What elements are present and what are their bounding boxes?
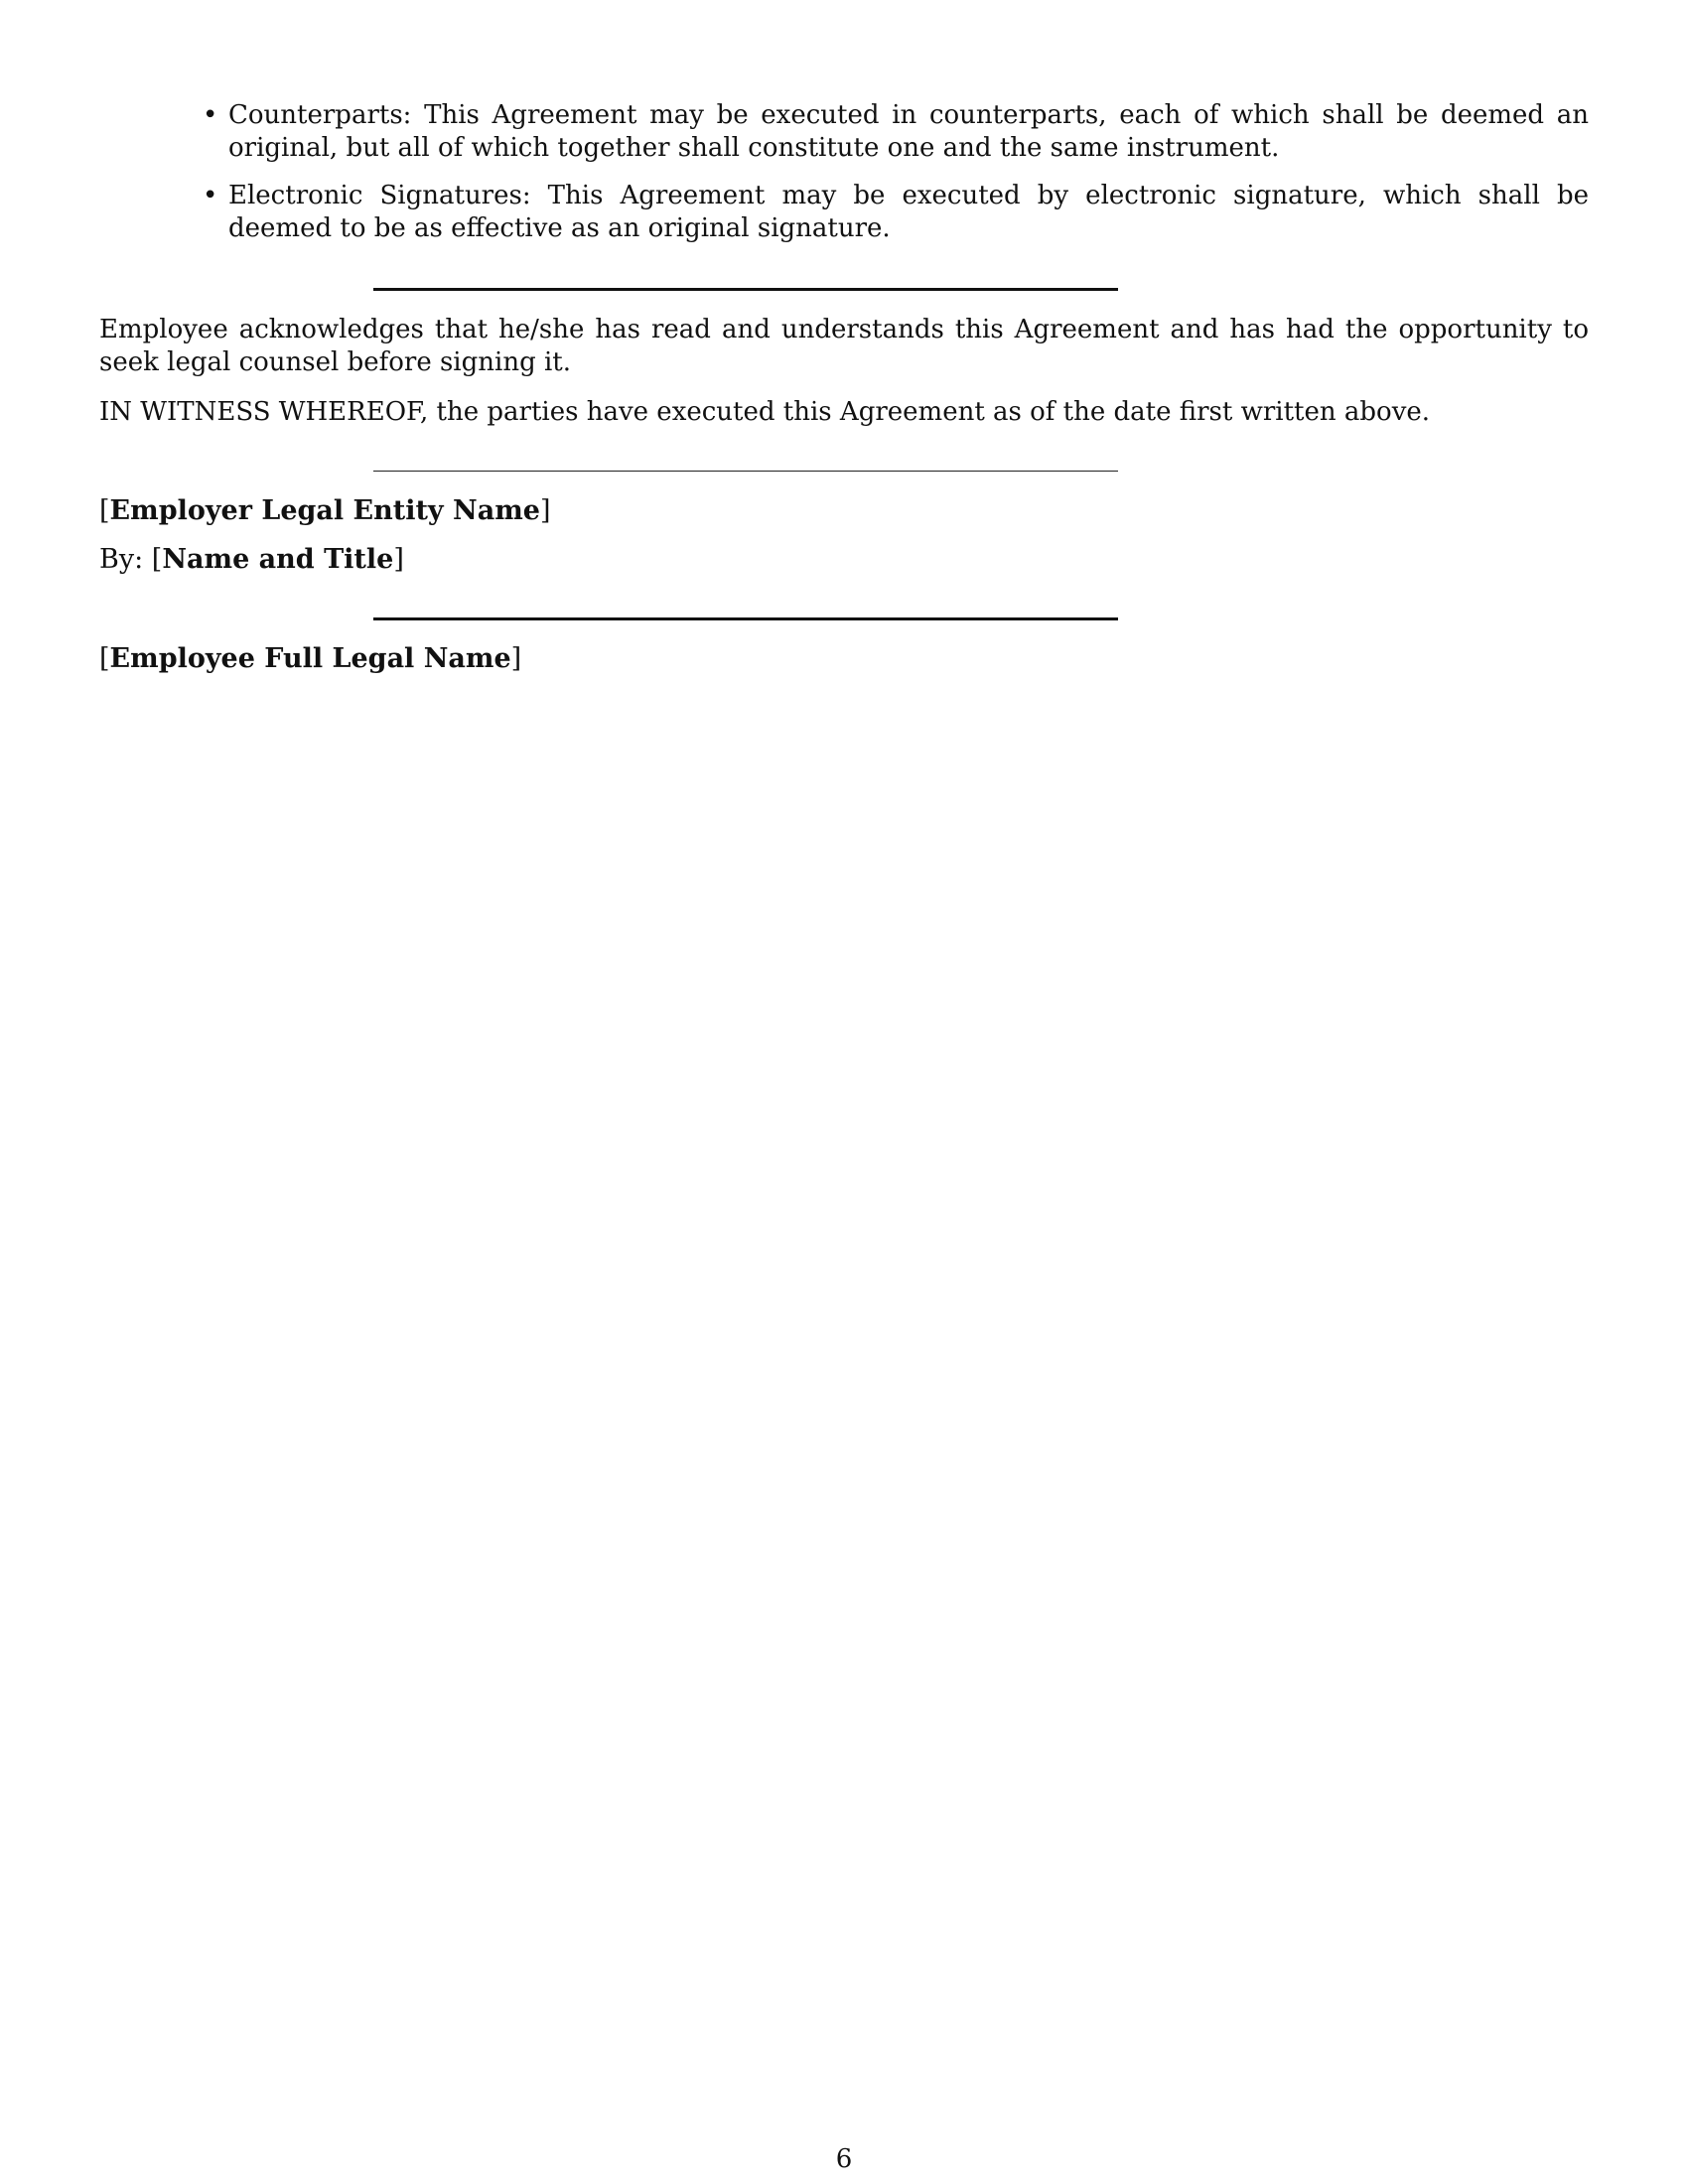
list-item [203, 180, 1589, 245]
electronic-signatures-clause: Electronic Signatures: This Agreement may be executed by electronic signature, which shall be deemed to be as effective as an original signature. [228, 181, 1589, 243]
list-item [203, 99, 1589, 165]
document-page [99, 99, 1589, 260]
clause-list [99, 99, 1589, 245]
employer-signatory: By: [Name and Title] [99, 544, 404, 575]
employee-signature-line [373, 617, 1118, 620]
employer-signature-line [373, 471, 1118, 472]
by-label: By: [99, 544, 144, 575]
employer-name: [Employer Legal Entity Name] [99, 495, 551, 526]
bullet-icon: • [203, 181, 218, 210]
page-number: 6 [835, 2144, 853, 2174]
counterparts-clause: Counterparts: This Agreement may be executed in counterparts, each of which shall be deemed an original, but all of which together shall constitute one and the same instrument. [228, 100, 1589, 163]
bullet-icon: • [203, 100, 218, 130]
acknowledgment-paragraph: Employee acknowledges that he/she has read and understands this Agreement and has had the opportunity to seek legal counsel before signing it. [99, 315, 1589, 377]
witness-paragraph: IN WITNESS WHEREOF, the parties have executed this Agreement as of the date first written above. [99, 397, 1431, 427]
section-divider [373, 288, 1118, 291]
employee-name: [Employee Full Legal Name] [99, 643, 522, 674]
